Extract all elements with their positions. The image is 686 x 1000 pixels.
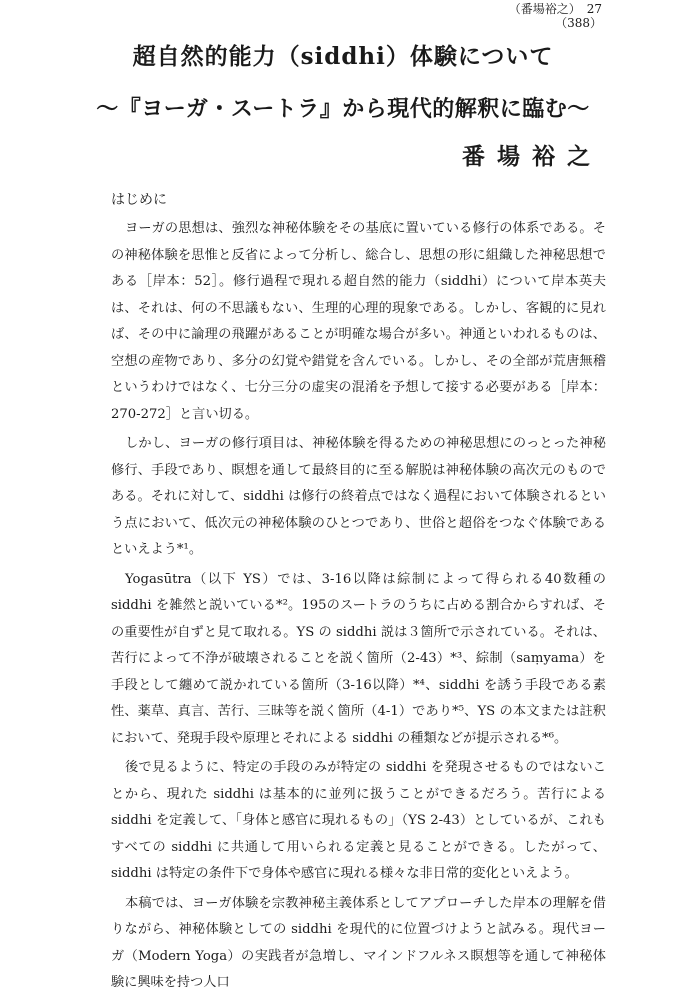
- paragraph-3: Yogasūtra（以下 YS）では、3-16以降は綜制によって得られる40数種の siddhi を雑然と説いている*²。195のスートラのうちに占める割合からすれば、その重要性が自ずと見て取れる。YS の siddhi 説は３箇所で示されている。それは、苦行によって不浄が破壊されることを説く箇所（2-43）*³、綜制（saṃyama）を手段として纏めて説かれている箇所（3-16以降）*⁴、siddhi を誘う手段である素性、薬草、真言、苦行、三昧等を説く箇所（4-1）であり*⁵、YS の本文または註釈において、発現手段や原理とそれによる siddhi の種類などが提示される*⁶。: [111, 571, 606, 746]
- paragraph-1: ヨーガの思想は、強烈な神秘体験をその基底に置いている修行の体系である。その神秘体験を思惟と反省によって分析し、総合し、思想の形に組織した神秘思想である［岸本：52］。修行過程で現れる超自然的能力（siddhi）について岸本英夫は、それは、何の不思議もない、生理的心理的現象である。しかし、客観的に見れば、その中に論理の飛躍があることが明確な場合が多い。神通といわれるものは、空想の産物であり、多分の幻覚や錯覚を含んでいる。しかし、その全部が荒唐無稽というわけではなく、七分三分の虚実の混淆を予想して接する必要がある［岸本：270-272］と言い切る。: [111, 221, 606, 422]
- section-heading: はじめに: [111, 192, 167, 208]
- running-head-author: （番場裕之）: [508, 2, 581, 16]
- body-text: [111, 216, 606, 1000]
- paper-title: 超自然的能力（siddhi）体験について: [132, 43, 554, 70]
- paragraph-4: 後で見るように、特定の手段のみが特定の siddhi を発現させるものではないことから、現れた siddhi は基本的に並列に扱うことができるだろう。苦行による siddhi を定義して、「身体と感官に現れるもの」（YS 2-43）としているが、これもすべての siddhi に共通して用いられる定義と見ることができる。したがって、siddhi は特定の条件下で身体や感官に現れる様々な非日常的変化といえよう。: [111, 760, 606, 881]
- paper-subtitle: 〜『ヨーガ・スートラ』から現代的解釈に臨む〜: [96, 96, 590, 122]
- paper-author: 番場裕之: [462, 143, 602, 170]
- paragraph-2: しかし、ヨーガの修行項目は、神秘体験を得るための神秘思想にのっとった神秘修行、手段であり、瞑想を通して最終目的に至る解脱は神秘体験の高次元のものである。それに対して、siddhi は修行の終着点ではなく過程において体験されるという点において、低次元の神秘体験のひとつであり、世俗と超俗をつなぐ体験であるといえよう*¹。: [111, 436, 606, 557]
- page-number: 27: [586, 2, 602, 16]
- paragraph-5: 本稿では、ヨーガ体験を宗教神秘主義体系としてアプローチした岸本の理解を借りながら、神秘体験としての siddhi を現代的に位置づけようと試みる。現代ヨーガ（Modern Yoga）の実践者が急増し、マインドフルネス瞑想等を通して神秘体験に興味を持つ人口: [111, 895, 606, 990]
- original-page-number: （388）: [555, 16, 602, 30]
- running-head: [509, 2, 602, 30]
